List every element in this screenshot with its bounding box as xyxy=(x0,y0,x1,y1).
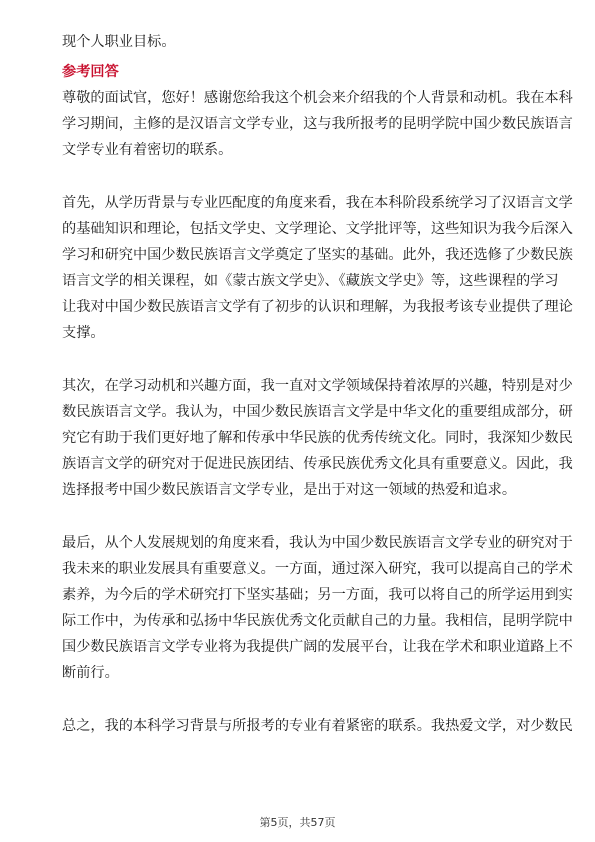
paragraph xyxy=(62,373,573,503)
paragraph xyxy=(62,713,573,739)
text-line: 国少数民族语言文学专业将为我提供广阔的发展平台，让我在学术和职业道路上不 xyxy=(62,639,573,655)
paragraph xyxy=(62,530,573,686)
text-line: 学习和研究中国少数民族语言文学奠定了坚实的基础。此外，我还选修了少数民族 xyxy=(62,247,573,263)
paragraph-gap xyxy=(62,503,557,530)
text-line: 语言文学的相关课程，如《蒙古族文学史》、《藏族文学史》等，这些课程的学习 xyxy=(62,273,559,289)
section-heading: 参考回答 xyxy=(62,64,119,80)
text-line: 首先，从学历背景与专业匹配度的角度来看，我在本科阶段系统学习了汉语言文学 xyxy=(62,195,573,211)
text-line: 尊敬的面试官，您好！感谢您给我这个机会来介绍我的个人背景和动机。我在本科 xyxy=(62,90,573,106)
text-line: 数民族语言文学。我认为，中国少数民族语言文学是中华文化的重要组成部分，研 xyxy=(62,404,573,420)
text-line: 的基础知识和理论，包括文学史、文学理论、文学批评等，这些知识为我今后深入 xyxy=(62,221,573,237)
text-line: 际工作中，为传承和弘扬中华民族优秀文化贡献自己的力量。我相信，昆明学院中 xyxy=(62,613,573,629)
paragraph-gap xyxy=(62,163,557,190)
text-line: 其次，在学习动机和兴趣方面，我一直对文学领域保持着浓厚的兴趣，特别是对少 xyxy=(62,378,573,394)
text-line: 族语言文学的研究对于促进民族团结、传承民族优秀文化具有重要意义。因此，我 xyxy=(62,456,573,472)
text-line: 我未来的职业发展具有重要意义。一方面，通过深入研究，我可以提高自己的学术 xyxy=(62,561,573,577)
text-line: 支撑。 xyxy=(62,325,105,341)
text-line: 断前行。 xyxy=(62,665,119,681)
intro-line: 现个人职业目标。 xyxy=(62,34,176,50)
text-line: 究它有助于我们更好地了解和传承中华民族的优秀传统文化。同时，我深知少数民 xyxy=(62,430,573,446)
text-line: 文学专业有着密切的联系。 xyxy=(62,142,233,158)
text-line: 选择报考中国少数民族语言文学专业，是出于对这一领域的热爱和追求。 xyxy=(62,482,517,498)
text-line: 素养，为今后的学术研究打下坚实基础；另一方面，我可以将自己的所学运用到实 xyxy=(62,587,573,603)
paragraph xyxy=(62,85,573,163)
document-body xyxy=(62,29,573,739)
text-line: 总之，我的本科学习背景与所报考的专业有着紧密的联系。我热爱文学，对少数民 xyxy=(62,718,573,734)
paragraph-gap xyxy=(62,346,557,373)
page-footer: 第5页，共57页 xyxy=(259,816,336,829)
answer-paragraphs xyxy=(62,85,573,739)
text-line: 让我对中国少数民族语言文学有了初步的认识和理解，为我报考该专业提供了理论 xyxy=(62,299,573,315)
text-line: 学习期间，主修的是汉语言文学专业，这与我所报考的昆明学院中国少数民族语言 xyxy=(62,116,573,132)
text-line: 最后，从个人发展规划的角度来看，我认为中国少数民族语言文学专业的研究对于 xyxy=(62,535,573,551)
paragraph-gap xyxy=(62,686,557,713)
paragraph xyxy=(62,190,573,346)
